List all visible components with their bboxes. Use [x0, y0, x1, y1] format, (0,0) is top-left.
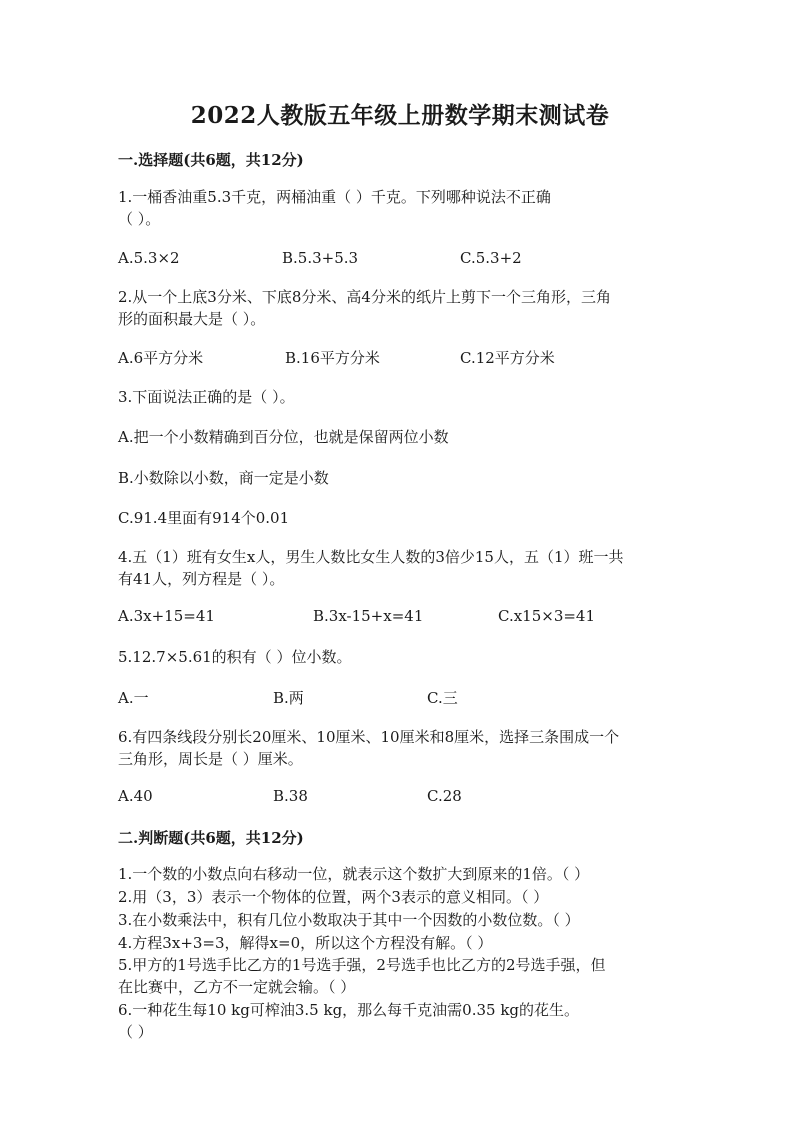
question-5-options [118, 687, 718, 709]
option-a: A.6平方分米 [118, 349, 204, 367]
question-5-text: 5.12.7×5.61的积有（ ）位小数。 [118, 648, 352, 666]
question-1-text-cont: （ ）。 [118, 210, 161, 228]
question-2-text-cont: 形的面积最大是（ ）。 [118, 310, 266, 328]
question-3-option-a: A.把一个小数精确到百分位，也就是保留两位小数 [118, 428, 449, 446]
page-title: 2022人教版五年级上册数学期末测试卷 [190, 102, 610, 129]
section-heading-judgement: 二.判断题(共6题，共12分) [118, 829, 304, 847]
option-c: C.12平方分米 [460, 349, 555, 367]
option-b: B.38 [273, 787, 308, 805]
question-6-options [118, 787, 718, 809]
option-b: B.3x-15+x=41 [313, 607, 424, 625]
question-4-text: 4.五（1）班有女生x人，男生人数比女生人数的3倍少15人，五（1）班一共 [118, 548, 624, 566]
option-c: C.x15×3=41 [498, 607, 596, 625]
question-1-options [118, 249, 718, 271]
option-a: A.一 [118, 689, 149, 707]
question-6-text: 6.有四条线段分别长20厘米、10厘米、10厘米和8厘米，选择三条围成一个 [118, 728, 620, 746]
judgement-item: 6.一种花生每10 kg可榨油3.5 kg，那么每千克油需0.35 kg的花生。 [118, 1001, 580, 1019]
option-a: A.40 [118, 787, 153, 805]
option-a: A.3x+15=41 [118, 607, 215, 625]
question-4-text-cont: 有41人，列方程是（ ）。 [118, 570, 285, 588]
question-2-options [118, 347, 718, 369]
question-3-option-c: C.91.4里面有914个0.01 [118, 509, 290, 527]
option-b: B.16平方分米 [285, 349, 380, 367]
option-b: B.两 [273, 689, 304, 707]
option-c: C.5.3+2 [460, 249, 522, 267]
question-2-text: 2.从一个上底3分米、下底8分米、高4分米的纸片上剪下一个三角形，三角 [118, 288, 611, 306]
question-3-option-b: B.小数除以小数，商一定是小数 [118, 469, 329, 487]
question-1-text: 1.一桶香油重5.3千克，两桶油重（ ）千克。下列哪种说法不正确 [118, 188, 551, 206]
question-3-text: 3.下面说法正确的是（ ）。 [118, 388, 295, 406]
question-4-options [118, 607, 718, 629]
option-b: B.5.3+5.3 [282, 249, 359, 267]
judgement-item: 1.一个数的小数点向右移动一位，就表示这个数扩大到原来的1倍。（ ） [118, 865, 590, 883]
judgement-item: 4.方程3x+3=3，解得x=0，所以这个方程没有解。（ ） [118, 934, 493, 952]
judgement-item-cont: 在比赛中，乙方不一定就会输。（ ） [118, 978, 356, 996]
option-c: C.28 [427, 787, 462, 805]
judgement-item: 3.在小数乘法中，积有几位小数取决于其中一个因数的小数位数。（ ） [118, 911, 580, 929]
judgement-item: 5.甲方的1号选手比乙方的1号选手强，2号选手也比乙方的2号选手强，但 [118, 956, 606, 974]
option-a: A.5.3×2 [118, 249, 180, 267]
section-heading-choice: 一.选择题(共6题，共12分) [118, 151, 304, 169]
judgement-item: 2.用（3，3）表示一个物体的位置，两个3表示的意义相同。（ ） [118, 888, 549, 906]
judgement-item-cont: （ ） [118, 1023, 153, 1041]
option-c: C.三 [427, 689, 458, 707]
question-6-text-cont: 三角形，周长是（ ）厘米。 [118, 750, 303, 768]
